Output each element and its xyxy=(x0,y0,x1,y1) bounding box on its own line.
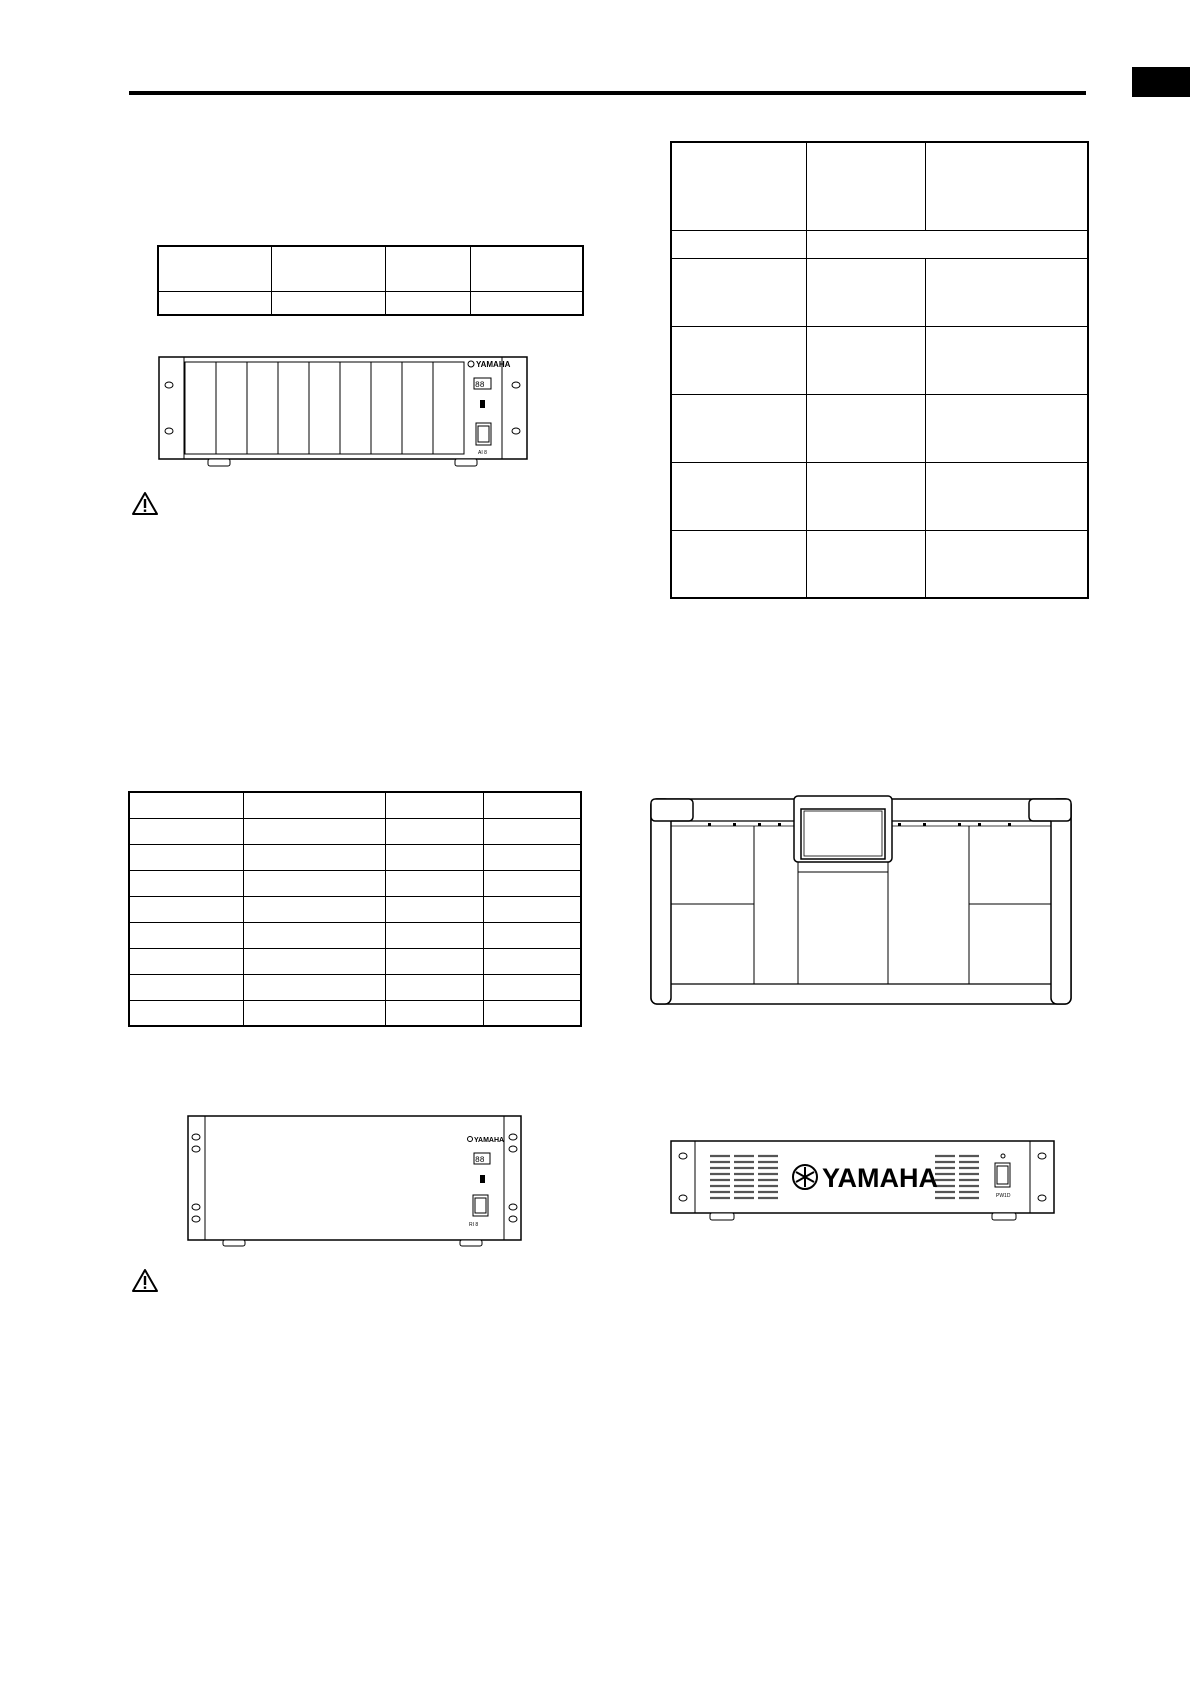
model-label-ri8: RI 8 xyxy=(469,1222,479,1228)
display-readout: 88 xyxy=(475,381,485,390)
table-cell xyxy=(925,530,1088,598)
table-cell-merged xyxy=(806,230,1088,258)
table-cell xyxy=(243,870,385,896)
chapter-tab xyxy=(1132,67,1190,97)
table-cell xyxy=(671,326,806,394)
ri8-rack-unit-illustration xyxy=(187,1115,522,1247)
table-cell xyxy=(671,258,806,326)
table-cell xyxy=(385,922,483,948)
spec-table xyxy=(670,141,1089,599)
table-cell xyxy=(806,258,925,326)
table-cell xyxy=(243,818,385,844)
table-cell xyxy=(671,394,806,462)
yamaha-brand-text: YAMAHA xyxy=(822,1163,939,1193)
table-cell xyxy=(129,922,243,948)
table-cell xyxy=(129,792,243,818)
table-cell xyxy=(129,974,243,1000)
table-cell xyxy=(925,258,1088,326)
yamaha-logo-small: YAMAHA xyxy=(476,360,511,369)
rack-slot-table xyxy=(157,245,584,316)
table-cell xyxy=(671,462,806,530)
table-cell xyxy=(243,948,385,974)
table-cell xyxy=(129,844,243,870)
table-cell xyxy=(385,870,483,896)
table-cell xyxy=(271,291,385,315)
table-cell xyxy=(243,792,385,818)
ai8-rack-unit-illustration xyxy=(158,356,528,471)
table-cell xyxy=(129,870,243,896)
table-cell xyxy=(671,530,806,598)
table-cell xyxy=(483,1000,581,1026)
table-cell xyxy=(806,326,925,394)
table-cell xyxy=(129,896,243,922)
caution-icon xyxy=(131,491,159,516)
table-cell xyxy=(243,922,385,948)
table-cell xyxy=(806,530,925,598)
table-cell xyxy=(385,896,483,922)
table-cell xyxy=(671,142,806,230)
table-cell xyxy=(158,246,271,291)
table-cell xyxy=(385,844,483,870)
rack-list-table xyxy=(128,791,582,1027)
table-cell xyxy=(483,870,581,896)
table-cell xyxy=(925,142,1088,230)
table-cell xyxy=(470,246,583,291)
table-cell xyxy=(806,462,925,530)
table-cell xyxy=(483,896,581,922)
table-cell xyxy=(925,326,1088,394)
header-rule xyxy=(129,91,1086,95)
table-cell xyxy=(129,948,243,974)
table-cell xyxy=(385,1000,483,1026)
table-cell xyxy=(483,922,581,948)
table-cell xyxy=(158,291,271,315)
table-cell xyxy=(925,394,1088,462)
table-cell xyxy=(271,246,385,291)
table-cell xyxy=(483,844,581,870)
table-cell xyxy=(243,896,385,922)
model-label-pw1d: PW1D xyxy=(996,1193,1011,1199)
yamaha-logo-small: YAMAHA xyxy=(474,1137,505,1144)
table-cell xyxy=(385,974,483,1000)
table-cell xyxy=(243,844,385,870)
table-cell xyxy=(806,394,925,462)
table-cell xyxy=(470,291,583,315)
table-cell xyxy=(671,230,806,258)
table-cell xyxy=(483,948,581,974)
table-cell xyxy=(925,462,1088,530)
table-cell xyxy=(385,291,470,315)
caution-icon xyxy=(131,1268,159,1293)
pw1d-power-supply-illustration xyxy=(670,1140,1055,1222)
model-label-ai8: AI 8 xyxy=(478,450,487,456)
table-cell xyxy=(385,948,483,974)
table-cell xyxy=(806,142,925,230)
table-cell xyxy=(385,792,483,818)
display-readout: 88 xyxy=(475,1156,485,1165)
yamaha-tuning-fork-logo-icon xyxy=(793,1165,817,1189)
console-illustration xyxy=(648,796,1074,1011)
table-cell xyxy=(129,818,243,844)
table-cell xyxy=(243,1000,385,1026)
table-cell xyxy=(385,246,470,291)
table-cell xyxy=(385,818,483,844)
table-cell xyxy=(483,974,581,1000)
table-cell xyxy=(129,1000,243,1026)
table-cell xyxy=(483,792,581,818)
table-cell xyxy=(483,818,581,844)
table-cell xyxy=(243,974,385,1000)
